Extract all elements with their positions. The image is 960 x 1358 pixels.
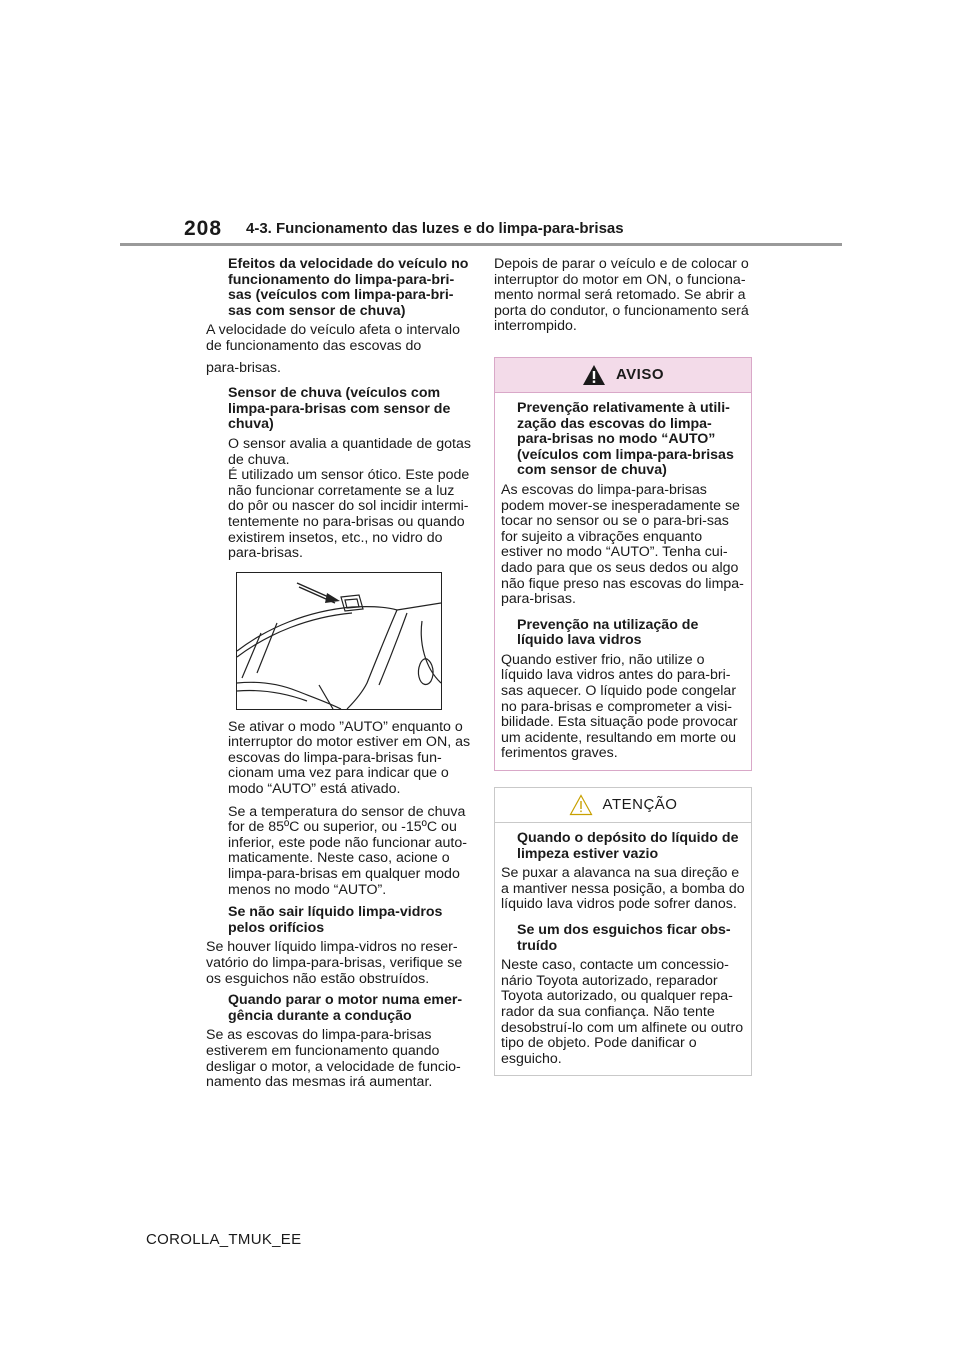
heading-vehicle-speed-effects: Efeitos da velocidade do veículo no funcionamento do limpa-para-bri-sas (veículos com limpa-para-bri-sas com sensor de chuva) <box>228 256 469 319</box>
paragraph-normal-operation: Depois de parar o veículo e de colocar o interruptor do motor em ON, o funciona-mento normal será retomado. Se abrir a porta do condutor, o funcionamento será interrompido. <box>494 256 749 335</box>
left-column <box>206 257 471 1097</box>
paragraph-emergency-stop: Se as escovas do limpa-para-brisas estiverem em funcionamento quando desligar o motor, a velocidade de funcio-namento das mesmas irá aumentar. <box>206 1027 461 1091</box>
header-rule <box>120 243 842 246</box>
section-title: 4-3. Funcionamento das luzes e do limpa-para-brisas <box>246 220 624 237</box>
atencao-header <box>495 788 751 823</box>
page-number: 208 <box>184 217 223 240</box>
paragraph-sensor-temperature: Se a temperatura do sensor de chuva for de 85ºC ou superior, ou -15ºC ou inferior, este pode não funcionar auto-maticamente. Neste caso, acione o limpa-para-brisas em qualquer modo menos no modo “AUTO”. <box>228 803 467 898</box>
atencao-heading-blocked-nozzle: Se um dos esguichos ficar obs-truído <box>517 922 731 954</box>
paragraph-rain-sensor-1: O sensor avalia a quantidade de gotas de chuva. <box>228 435 471 468</box>
document-code: COROLLA_TMUK_EE <box>146 1231 302 1248</box>
atencao-paragraph-empty-reservoir: Se puxar a alavanca na sua direção e a mantiver nessa posição, a bomba do líquido lava vidros pode sofrer danos. <box>501 865 745 913</box>
windshield-sensor-drawing <box>237 573 441 709</box>
aviso-label: AVISO <box>615 366 665 384</box>
aviso-paragraph-auto-mode: As escovas do limpa-para-brisas podem mover-se inesperadamente se tocar no sensor ou se o para-bri-sas for sujeito a vibrações enquanto estiver no modo “AUTO”. Tenha cui-dado para que os seus dedos ou algo não fique preso nas escovas do limpa-para-brisas. <box>501 481 744 608</box>
heading-emergency-stop: Quando parar o motor numa emer-gência durante a condução <box>228 992 463 1024</box>
paragraph-check-nozzles: Se houver líquido limpa-vidros no reser-vatório do limpa-para-brisas, verifique se os esguichos não estão obstruídos. <box>206 939 463 987</box>
heading-no-washer-fluid: Se não sair líquido limpa-vidros pelos orifícios <box>228 904 443 936</box>
aviso-header <box>495 358 751 393</box>
right-column <box>494 257 752 1076</box>
atencao-heading-empty-reservoir: Quando o depósito do líquido de limpeza estiver vazio <box>517 830 739 862</box>
warning-triangle-icon <box>582 364 606 386</box>
aviso-paragraph-washer-fluid: Quando estiver frio, não utilize o líquido lava vidros antes do para-bri-sas aquecer. O líquido pode congelar no para-brisas e comprometer a visi-bilidade. Esta situação pode provocar um acidente, resultando em morte ou ferimentos graves. <box>501 651 738 762</box>
paragraph-speed-interval: A velocidade do veículo afeta o intervalo de funcionamento das escovas do <box>206 322 460 354</box>
rain-sensor-illustration <box>236 572 442 710</box>
atencao-label: ATENÇÃO <box>602 796 678 814</box>
atencao-box <box>494 787 752 1076</box>
aviso-box <box>494 357 752 771</box>
heading-rain-sensor: Sensor de chuva (veículos com limpa-para-brisas com sensor de chuva) <box>228 385 451 433</box>
paragraph-rain-sensor-2: É utilizado um sensor ótico. Este pode não funcionar corretamente se a luz do pôr ou nascer do sol incidir intermi-tentemente no para-brisas ou quando existirem insetos, etc., no vidro do para-brisas. <box>228 467 470 562</box>
paragraph-speed-interval-cont: para-brisas. <box>206 359 281 376</box>
caution-triangle-icon <box>569 794 593 816</box>
paragraph-auto-activation: Se ativar o modo ”AUTO” enquanto o interruptor do motor estiver em ON, as escovas do limpa-para-brisas fun-cionam uma vez para indicar que o modo “AUTO” está ativado. <box>228 718 471 798</box>
aviso-heading-washer-fluid: Prevenção na utilização de líquido lava vidros <box>517 616 699 649</box>
aviso-heading-auto-mode: Prevenção relativamente à utili-zação das escovas do limpa-para-brisas no modo “AUTO” (veículos com limpa-para-brisas com sensor de chuva) <box>517 399 734 479</box>
atencao-paragraph-blocked-nozzle: Neste caso, contacte um concessio-nário Toyota autorizado, reparador Toyota autorizado, ou qualquer repa-rador da sua confiança. Não tente desobstruí-lo com um alfinete ou outro tipo de objeto. Pode danificar o esguicho. <box>501 957 744 1067</box>
